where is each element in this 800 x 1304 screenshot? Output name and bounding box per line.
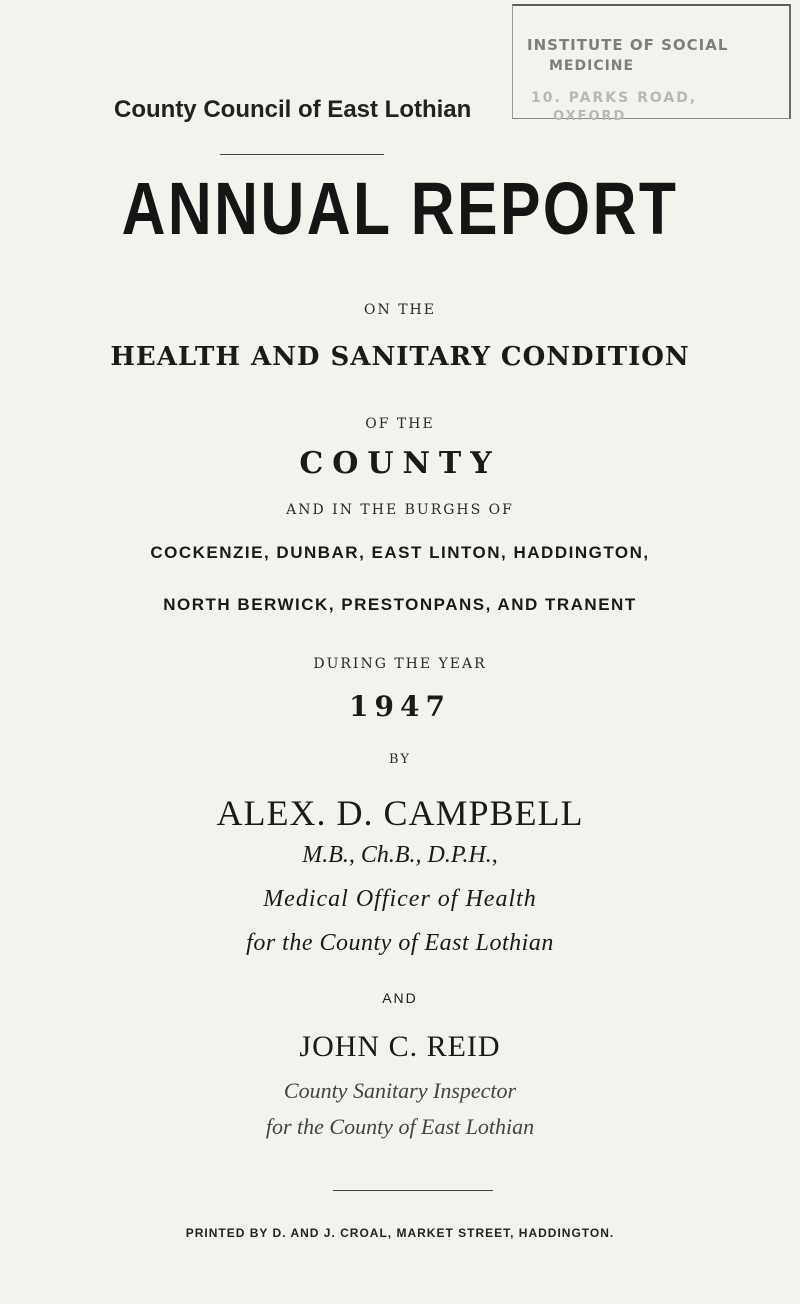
of-the-label: OF THE xyxy=(365,416,435,432)
during-label: DURING THE YEAR xyxy=(313,656,487,672)
divider-bottom xyxy=(333,1190,493,1191)
report-topic: HEALTH AND SANITARY CONDITION xyxy=(110,342,690,372)
stamp-line-1: INSTITUTE OF SOCIAL xyxy=(527,36,729,54)
on-the-label: ON THE xyxy=(364,302,436,318)
burghs-line-2: NORTH BERWICK, PRESTONPANS, AND TRANENT xyxy=(163,595,637,614)
author-1-qualifications: M.B., Ch.B., D.P.H., xyxy=(302,842,498,868)
author-1-role: Medical Officer of Health xyxy=(263,886,537,912)
divider-top xyxy=(220,154,384,155)
author-2-name: JOHN C. REID xyxy=(299,1030,501,1063)
stamp-line-2: MEDICINE xyxy=(549,58,635,74)
county-heading: COUNTY xyxy=(299,446,501,481)
printer-imprint: PRINTED BY D. AND J. CROAL, MARKET STREET, HADDINGTON. xyxy=(185,1226,615,1240)
author-1-name: ALEX. D. CAMPBELL xyxy=(216,793,584,833)
stamp-line-4: OXFORD xyxy=(553,109,627,124)
burghs-intro: AND IN THE BURGHS OF xyxy=(286,502,514,518)
by-label: BY xyxy=(389,752,411,767)
author-2-role-for: for the County of East Lothian xyxy=(265,1114,535,1139)
report-title: ANNUAL REPORT xyxy=(121,167,679,250)
author-2-role: County Sanitary Inspector xyxy=(283,1078,517,1103)
burghs-line-1: COCKENZIE, DUNBAR, EAST LINTON, HADDINGTON, xyxy=(150,543,650,562)
author-1-role-for: for the County of East Lothian xyxy=(246,930,554,956)
library-stamp xyxy=(512,4,791,124)
council-heading: County Council of East Lothian xyxy=(114,96,472,123)
and-label: AND xyxy=(382,990,418,1006)
report-year: 1947 xyxy=(349,690,451,723)
stamp-line-3: 10. PARKS ROAD, xyxy=(531,90,698,106)
